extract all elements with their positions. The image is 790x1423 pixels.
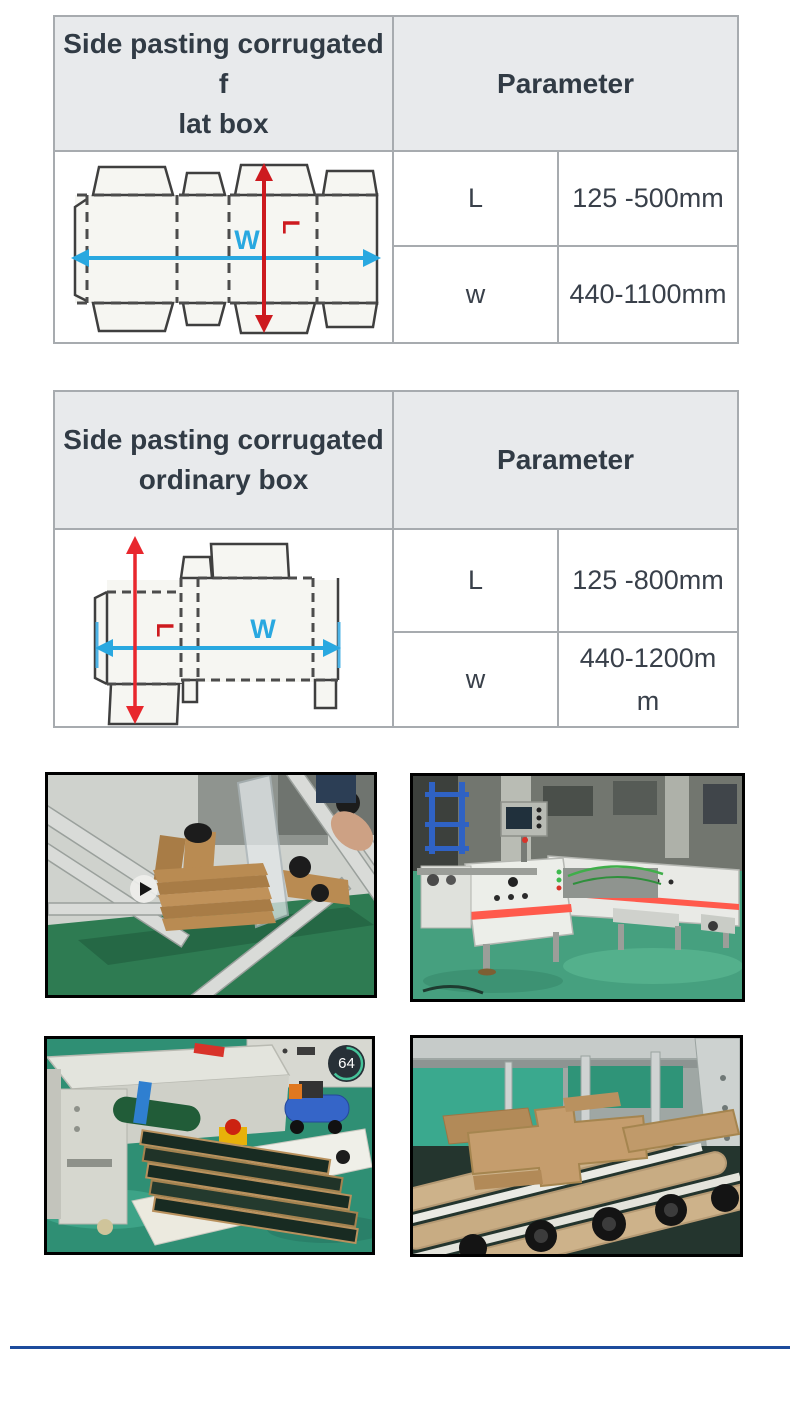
machine-closeup-scene	[48, 775, 374, 995]
parameter-header: Parameter	[393, 16, 738, 151]
machine-full-scene	[413, 776, 742, 999]
caster-wheel	[97, 1219, 113, 1235]
delivery-scene	[47, 1039, 372, 1252]
flat-box-dieline-diagram	[59, 155, 389, 339]
param-label-w: w	[393, 632, 558, 727]
battery-badge: 64	[328, 1045, 365, 1082]
hmi-screen	[506, 807, 532, 829]
ordinary-box-diagram-cell	[54, 529, 393, 727]
conveyor-scene	[413, 1038, 740, 1254]
section-divider-line	[10, 1346, 790, 1349]
estop-button	[225, 1119, 241, 1135]
param-value-L: 125 -800mm	[558, 529, 738, 632]
title-line-2: ordinary box	[138, 464, 309, 495]
ordinary-box-title	[54, 391, 393, 529]
flat-box-title	[54, 16, 393, 151]
spec-table-ordinary-box	[53, 390, 737, 728]
indicator-lights	[557, 870, 562, 891]
title-line-1: Side pasting corrugated f	[63, 27, 384, 99]
box-bottom-flaps	[109, 680, 336, 724]
stop-button	[522, 837, 528, 843]
photo-box-forming-closeup[interactable]	[45, 772, 377, 998]
photo-conveyor-blanks[interactable]	[410, 1035, 743, 1257]
length-label: L	[276, 219, 304, 235]
box-top-flaps	[93, 165, 377, 195]
param-value-w: 440-1200mm	[558, 632, 738, 727]
battery-ring-icon	[328, 1045, 365, 1082]
spec-table-flat-box	[53, 15, 737, 344]
box-top-flaps	[181, 544, 289, 578]
parameter-header: Parameter	[393, 391, 738, 529]
ordinary-box-dieline-diagram	[73, 530, 375, 726]
concrete-column	[665, 776, 689, 858]
param-label-w: w	[393, 246, 558, 343]
param-value-w: 440-1100mm	[558, 246, 738, 343]
photo-folder-gluer-full-view[interactable]	[410, 773, 745, 1002]
photo-delivery-section[interactable]	[44, 1036, 375, 1255]
glue-flap	[75, 199, 87, 301]
width-label: W	[249, 614, 276, 644]
title-line-1: Side pasting corrugated	[63, 424, 384, 455]
play-icon[interactable]	[130, 875, 158, 903]
box-bottom-flaps	[93, 303, 377, 333]
length-label: L	[150, 622, 178, 638]
top-beam	[413, 1038, 740, 1058]
box-body	[75, 195, 377, 303]
param-label-L: L	[393, 529, 558, 632]
param-label-L: L	[393, 151, 558, 246]
title-line-2: lat box	[178, 107, 269, 139]
param-value-L: 125 -500mm	[558, 151, 738, 246]
flat-box-diagram-cell	[54, 151, 393, 343]
width-label: W	[233, 225, 260, 255]
box-body	[107, 580, 338, 682]
